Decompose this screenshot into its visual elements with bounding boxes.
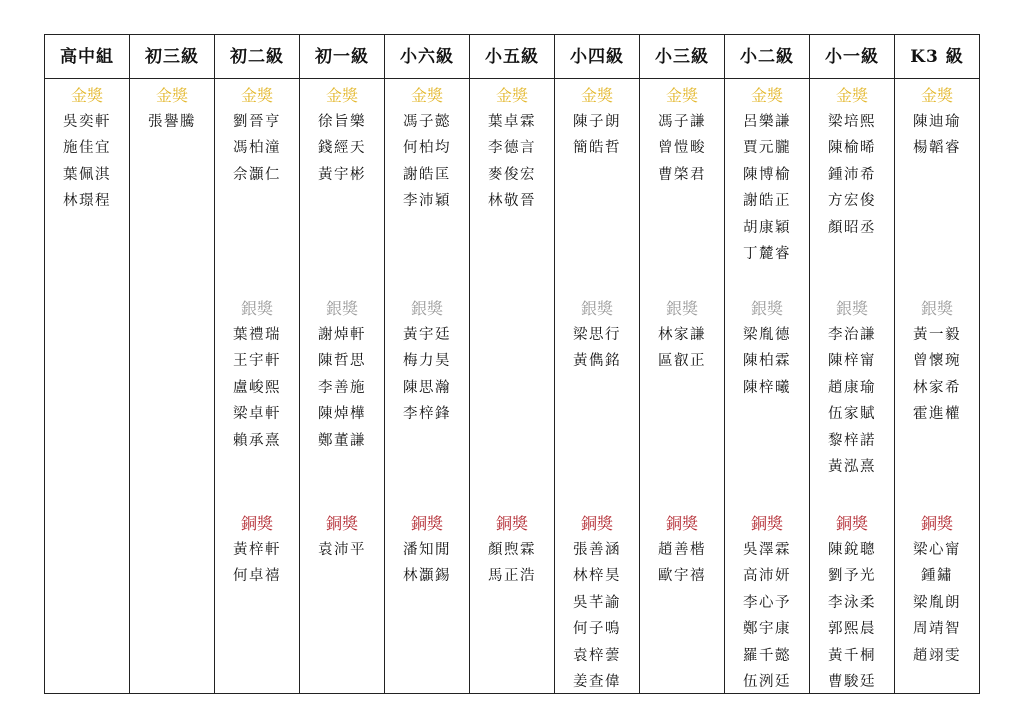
bronze-award-label: 銅獎	[835, 514, 868, 533]
winner-name: 謝皓正	[743, 193, 791, 210]
gold-award-label: 金獎	[835, 86, 868, 105]
winner-name: 何柏均	[403, 140, 451, 157]
gold-award-section	[215, 83, 299, 188]
winner-name: 梁心甯	[913, 542, 961, 558]
winner-name: 陳梓曦	[743, 379, 791, 396]
winner-name: 顏昭丞	[828, 219, 876, 236]
gold-award-label: 金獎	[410, 86, 443, 105]
winner-name: 吳芊諭	[573, 594, 621, 611]
silver-winner-list	[555, 322, 639, 375]
winner-name: 郭熙晨	[828, 621, 876, 638]
winner-name: 林家希	[913, 379, 961, 396]
winner-name: 黃梓軒	[233, 542, 281, 558]
gold-award-section	[130, 83, 214, 135]
bronze-award-section	[895, 511, 979, 669]
bronze-winner-list	[640, 537, 724, 590]
bronze-award-label: 銅獎	[665, 514, 698, 533]
winner-name: 羅千懿	[743, 647, 791, 664]
grade-column	[554, 35, 639, 693]
silver-award-section	[300, 296, 384, 454]
gold-award-section	[810, 83, 894, 241]
winner-name: 盧峻熙	[233, 379, 281, 396]
winner-name: 顏煦霖	[488, 542, 536, 558]
winner-name: 丁麓睿	[743, 245, 791, 262]
winner-name: 鄭董謙	[318, 432, 366, 449]
winner-name: 麥俊宏	[488, 166, 536, 183]
silver-award-label: 銀獎	[835, 299, 868, 318]
silver-award-label: 銀獎	[240, 299, 273, 318]
bronze-award-section	[640, 511, 724, 590]
winner-name: 梁胤朗	[913, 594, 961, 611]
bronze-award-section	[300, 511, 384, 563]
winner-name: 梁培熙	[828, 114, 876, 130]
silver-award-section	[215, 296, 299, 454]
column-header: 初一級	[300, 35, 384, 79]
column-header: 小三級	[640, 35, 724, 79]
winner-name: 李心予	[743, 594, 791, 611]
silver-winner-list	[385, 322, 469, 428]
winner-name: 何卓禧	[233, 568, 281, 585]
gold-award-label: 金獎	[665, 86, 698, 105]
winner-name: 馮子謙	[658, 114, 706, 130]
winner-name: 鄭宇康	[743, 621, 791, 638]
gold-winner-list	[130, 109, 214, 135]
winner-name: 馬正浩	[488, 568, 536, 585]
bronze-winner-list	[810, 537, 894, 695]
gold-award-section	[640, 83, 724, 188]
column-header: 初三級	[130, 35, 214, 79]
winner-name: 方宏俊	[828, 193, 876, 210]
bronze-award-section	[470, 511, 554, 590]
winner-name: 陳焯樺	[318, 406, 366, 423]
winner-name: 黎梓諾	[828, 432, 876, 449]
winner-name: 林灝錫	[403, 568, 451, 585]
winner-name: 區叡正	[658, 353, 706, 370]
gold-award-section	[300, 83, 384, 188]
winner-name: 陳銳聰	[828, 542, 876, 558]
winner-name: 徐旨樂	[318, 114, 366, 130]
winner-name: 吳澤霖	[743, 542, 791, 558]
gold-winner-list	[470, 109, 554, 215]
column-header: 小四級	[555, 35, 639, 79]
column-header: 小六級	[385, 35, 469, 79]
winner-name: 高沛妍	[743, 568, 791, 585]
column-header: 高中組	[45, 35, 129, 79]
grade-column	[214, 35, 299, 693]
winner-name: 簡皓哲	[573, 140, 621, 157]
winner-name: 黃宇彬	[318, 166, 366, 183]
bronze-award-label: 銅獎	[240, 514, 273, 533]
column-header: 小一級	[810, 35, 894, 79]
silver-award-label: 銀獎	[325, 299, 358, 318]
winner-name: 陳梓甯	[828, 353, 876, 370]
gold-award-section	[470, 83, 554, 215]
grade-column	[129, 35, 214, 693]
bronze-award-label: 銅獎	[920, 514, 953, 533]
winner-name: 葉佩淇	[63, 166, 111, 183]
bronze-award-section	[215, 511, 299, 590]
winner-name: 梁胤德	[743, 327, 791, 343]
gold-award-label: 金獎	[240, 86, 273, 105]
winner-name: 趙康瑜	[828, 379, 876, 396]
winner-name: 吳奕軒	[63, 114, 111, 130]
winner-name: 姜查偉	[573, 673, 621, 690]
gold-winner-list	[895, 109, 979, 162]
winner-name: 李梓鋒	[403, 406, 451, 423]
winner-name: 錢經天	[318, 140, 366, 157]
bronze-winner-list	[470, 537, 554, 590]
winner-name: 王宇軒	[233, 353, 281, 370]
bronze-winner-list	[895, 537, 979, 669]
bronze-award-section	[810, 511, 894, 695]
silver-winner-list	[640, 322, 724, 375]
bronze-award-section	[385, 511, 469, 590]
winner-name: 呂樂謙	[743, 114, 791, 130]
bronze-winner-list	[555, 537, 639, 695]
winner-name: 陳思瀚	[403, 379, 451, 396]
silver-award-label: 銀獎	[920, 299, 953, 318]
winner-name: 林璟程	[63, 193, 111, 210]
silver-award-label: 銀獎	[580, 299, 613, 318]
column-header: 小五級	[470, 35, 554, 79]
winner-name: 施佳宜	[63, 140, 111, 157]
winner-name: 陳柏霖	[743, 353, 791, 370]
gold-winner-list	[300, 109, 384, 188]
winner-name: 曹棨君	[658, 166, 706, 183]
silver-award-section	[810, 296, 894, 480]
grade-column	[809, 35, 894, 693]
winner-name: 曹駿廷	[828, 673, 876, 690]
winner-name: 梁思行	[573, 327, 621, 343]
winner-name: 賈元朧	[743, 140, 791, 157]
silver-award-label: 銀獎	[665, 299, 698, 318]
gold-award-label: 金獎	[155, 86, 188, 105]
awards-table	[44, 34, 980, 694]
silver-award-section	[640, 296, 724, 375]
winner-name: 李善施	[318, 379, 366, 396]
winner-name: 林梓昊	[573, 568, 621, 585]
winner-name: 潘知閒	[403, 542, 451, 558]
gold-award-label: 金獎	[580, 86, 613, 105]
winner-name: 葉禮瑞	[233, 327, 281, 343]
grade-column	[469, 35, 554, 693]
grade-column	[639, 35, 724, 693]
winner-name: 謝皓匡	[403, 166, 451, 183]
winner-name: 袁沛平	[318, 542, 366, 558]
winner-name: 黃儁銘	[573, 353, 621, 370]
gold-award-label: 金獎	[70, 86, 103, 105]
grade-column	[45, 35, 129, 693]
winner-name: 伍家賦	[828, 406, 876, 423]
winner-name: 伍洌廷	[743, 673, 791, 690]
winner-name: 黃一毅	[913, 327, 961, 343]
bronze-award-label: 銅獎	[580, 514, 613, 533]
bronze-winner-list	[725, 537, 809, 695]
winner-name: 趙翊雯	[913, 647, 961, 664]
silver-award-label: 銀獎	[410, 299, 443, 318]
winner-name: 陳迪瑜	[913, 114, 961, 130]
winner-name: 黃千桐	[828, 647, 876, 664]
winner-name: 李泳柔	[828, 594, 876, 611]
winner-name: 林敬晉	[488, 193, 536, 210]
winner-name: 李德言	[488, 140, 536, 157]
silver-winner-list	[300, 322, 384, 454]
winner-name: 林家謙	[658, 327, 706, 343]
gold-award-label: 金獎	[920, 86, 953, 105]
winner-name: 袁梓蕓	[573, 647, 621, 664]
winner-name: 霍進權	[913, 406, 961, 423]
gold-award-section	[555, 83, 639, 162]
grade-column	[894, 35, 979, 693]
gold-award-section	[385, 83, 469, 215]
winner-name: 黃泓熹	[828, 458, 876, 475]
winner-name: 劉晉亨	[233, 114, 281, 130]
silver-winner-list	[725, 322, 809, 401]
winner-name: 陳哲思	[318, 353, 366, 370]
silver-winner-list	[895, 322, 979, 428]
gold-award-section	[45, 83, 129, 215]
gold-winner-list	[640, 109, 724, 188]
silver-winner-list	[810, 322, 894, 480]
silver-award-section	[555, 296, 639, 375]
bronze-winner-list	[385, 537, 469, 590]
winner-name: 楊韜睿	[913, 140, 961, 157]
winner-name: 何子鳴	[573, 621, 621, 638]
winner-name: 胡康穎	[743, 219, 791, 236]
bronze-award-section	[725, 511, 809, 695]
winner-name: 謝焯軒	[318, 327, 366, 343]
winner-name: 梅力昊	[403, 353, 451, 370]
winner-name: 鍾沛希	[828, 166, 876, 183]
gold-winner-list	[215, 109, 299, 188]
silver-award-section	[725, 296, 809, 401]
silver-award-section	[895, 296, 979, 428]
gold-award-section	[895, 83, 979, 162]
gold-award-label: 金獎	[750, 86, 783, 105]
gold-award-label: 金獎	[495, 86, 528, 105]
bronze-winner-list	[215, 537, 299, 590]
gold-winner-list	[725, 109, 809, 267]
grade-column	[299, 35, 384, 693]
gold-winner-list	[810, 109, 894, 241]
winner-name: 梁卓軒	[233, 406, 281, 423]
bronze-winner-list	[300, 537, 384, 563]
gold-award-section	[725, 83, 809, 267]
winner-name: 曾愷畯	[658, 140, 706, 157]
winner-name: 李治謙	[828, 327, 876, 343]
bronze-award-label: 銅獎	[750, 514, 783, 533]
winner-name: 劉予光	[828, 568, 876, 585]
gold-winner-list	[385, 109, 469, 215]
winner-name: 馮子懿	[403, 114, 451, 130]
grade-column	[384, 35, 469, 693]
gold-winner-list	[45, 109, 129, 215]
column-header: K3 級	[895, 35, 979, 79]
bronze-award-label: 銅獎	[495, 514, 528, 533]
silver-award-label: 銀獎	[750, 299, 783, 318]
winner-name: 佘灝仁	[233, 166, 281, 183]
winner-name: 張善涵	[573, 542, 621, 558]
grade-column	[724, 35, 809, 693]
winner-name: 黃宇廷	[403, 327, 451, 343]
winner-name: 賴承熹	[233, 432, 281, 449]
column-header: 小二級	[725, 35, 809, 79]
winner-name: 陳博榆	[743, 166, 791, 183]
winner-name: 歐宇禧	[658, 568, 706, 585]
winner-name: 陳子朗	[573, 114, 621, 130]
winner-name: 曾懷琬	[913, 353, 961, 370]
winner-name: 葉卓霖	[488, 114, 536, 130]
silver-award-section	[385, 296, 469, 428]
gold-award-label: 金獎	[325, 86, 358, 105]
silver-winner-list	[215, 322, 299, 454]
winner-name: 張譽騰	[148, 114, 196, 130]
bronze-award-section	[555, 511, 639, 695]
bronze-award-label: 銅獎	[325, 514, 358, 533]
bronze-award-label: 銅獎	[410, 514, 443, 533]
winner-name: 趙善楷	[658, 542, 706, 558]
winner-name: 鍾鏽	[921, 568, 953, 585]
column-header: 初二級	[215, 35, 299, 79]
gold-winner-list	[555, 109, 639, 162]
winner-name: 陳榆晞	[828, 140, 876, 157]
winner-name: 馮柏潼	[233, 140, 281, 157]
winner-name: 周靖智	[913, 621, 961, 638]
winner-name: 李沛穎	[403, 193, 451, 210]
